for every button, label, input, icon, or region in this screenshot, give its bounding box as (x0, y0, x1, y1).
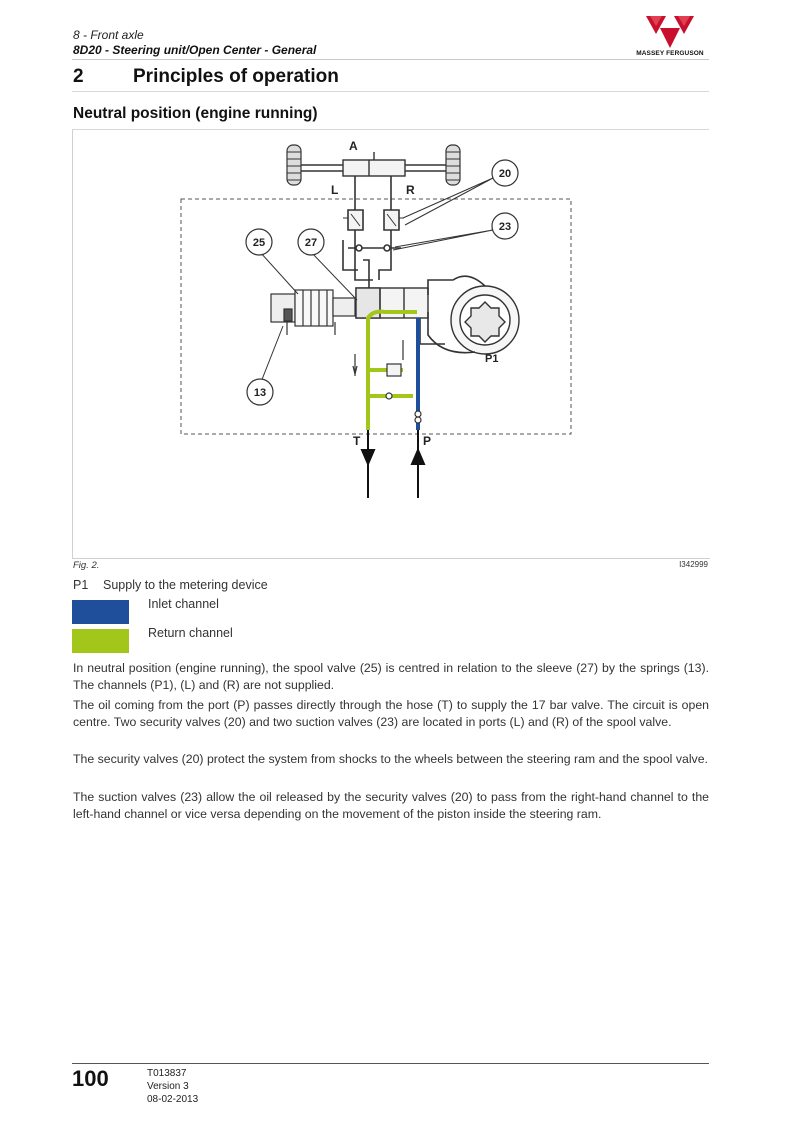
footer-rule (72, 1063, 709, 1064)
hydraulic-diagram (73, 130, 710, 558)
doc-date: 08-02-2013 (147, 1094, 199, 1105)
metering-device (451, 286, 519, 354)
inlet-swatch (72, 600, 129, 624)
page-number: 100 (72, 1066, 109, 1091)
legend-p1-text: Supply to the metering device (103, 578, 268, 592)
brand-logo (628, 14, 712, 60)
subsection-title: Neutral position (engine running) (73, 105, 318, 122)
callout-25: 25 (252, 237, 266, 249)
section-rule (72, 91, 709, 92)
legend-p1 (73, 578, 268, 592)
callout-27: 27 (304, 237, 318, 249)
label-r: R (406, 183, 415, 197)
check-valve-icon (415, 411, 421, 423)
header-chapter: 8 - Front axle (73, 28, 144, 42)
paragraph-2: The oil coming from the port (P) passes directly through the hose (T) to supply the 17 bar valve. The circuit is open centre. Two security valves (20) and two suction valves (23) are located in ports (L) and (R) of the spool valve. (73, 698, 709, 729)
triple-triangle-logo-icon (628, 14, 712, 50)
label-a: A (349, 139, 358, 153)
inlet-label: Inlet channel (148, 597, 219, 611)
return-label: Return channel (148, 626, 233, 640)
ram-lines (343, 176, 401, 290)
tank-arrow (362, 430, 374, 498)
paragraph-1: In neutral position (engine running), the spool valve (25) is centred in relation to the sleeve (27) by the springs (13). The channels (P1), (L) and (R) are not supplied. (73, 661, 709, 692)
callout-20: 20 (498, 168, 512, 180)
doc-number: T013837 (147, 1068, 187, 1079)
label-t: T (353, 434, 361, 448)
header-rule (72, 59, 709, 60)
callout-23: 23 (498, 221, 512, 233)
label-p1: P1 (485, 353, 499, 365)
header-subchapter: 8D20 - Steering unit/Open Center - General (73, 43, 317, 57)
spool-actuator (271, 290, 355, 335)
figure-id: I342999 (679, 560, 708, 569)
paragraph-3: The security valves (20) protect the system from shocks to the wheels between the steering ram and the spool valve. (73, 752, 708, 766)
figure-frame (72, 130, 710, 559)
left-wheel-icon (287, 145, 301, 185)
legend-p1-code: P1 (73, 578, 89, 592)
section-title: Principles of operation (133, 66, 339, 87)
callout-13: 13 (253, 387, 267, 399)
right-wheel-icon (446, 145, 460, 185)
steering-ram (301, 152, 446, 176)
paragraph-4: The suction valves (23) allow the oil released by the security valves (20) to pass from the right-hand channel to the left-hand channel or vice versa depending on the movement of the piston inside the steering ram. (73, 790, 709, 821)
brand-name: MASSEY FERGUSON (636, 50, 704, 57)
label-p: P (423, 434, 432, 448)
callout-leaders (260, 178, 493, 382)
figure-caption: Fig. 2. (73, 560, 100, 571)
return-swatch (72, 629, 129, 653)
doc-version: Version 3 (147, 1081, 189, 1092)
section-number: 2 (73, 66, 84, 87)
label-l: L (331, 183, 339, 197)
